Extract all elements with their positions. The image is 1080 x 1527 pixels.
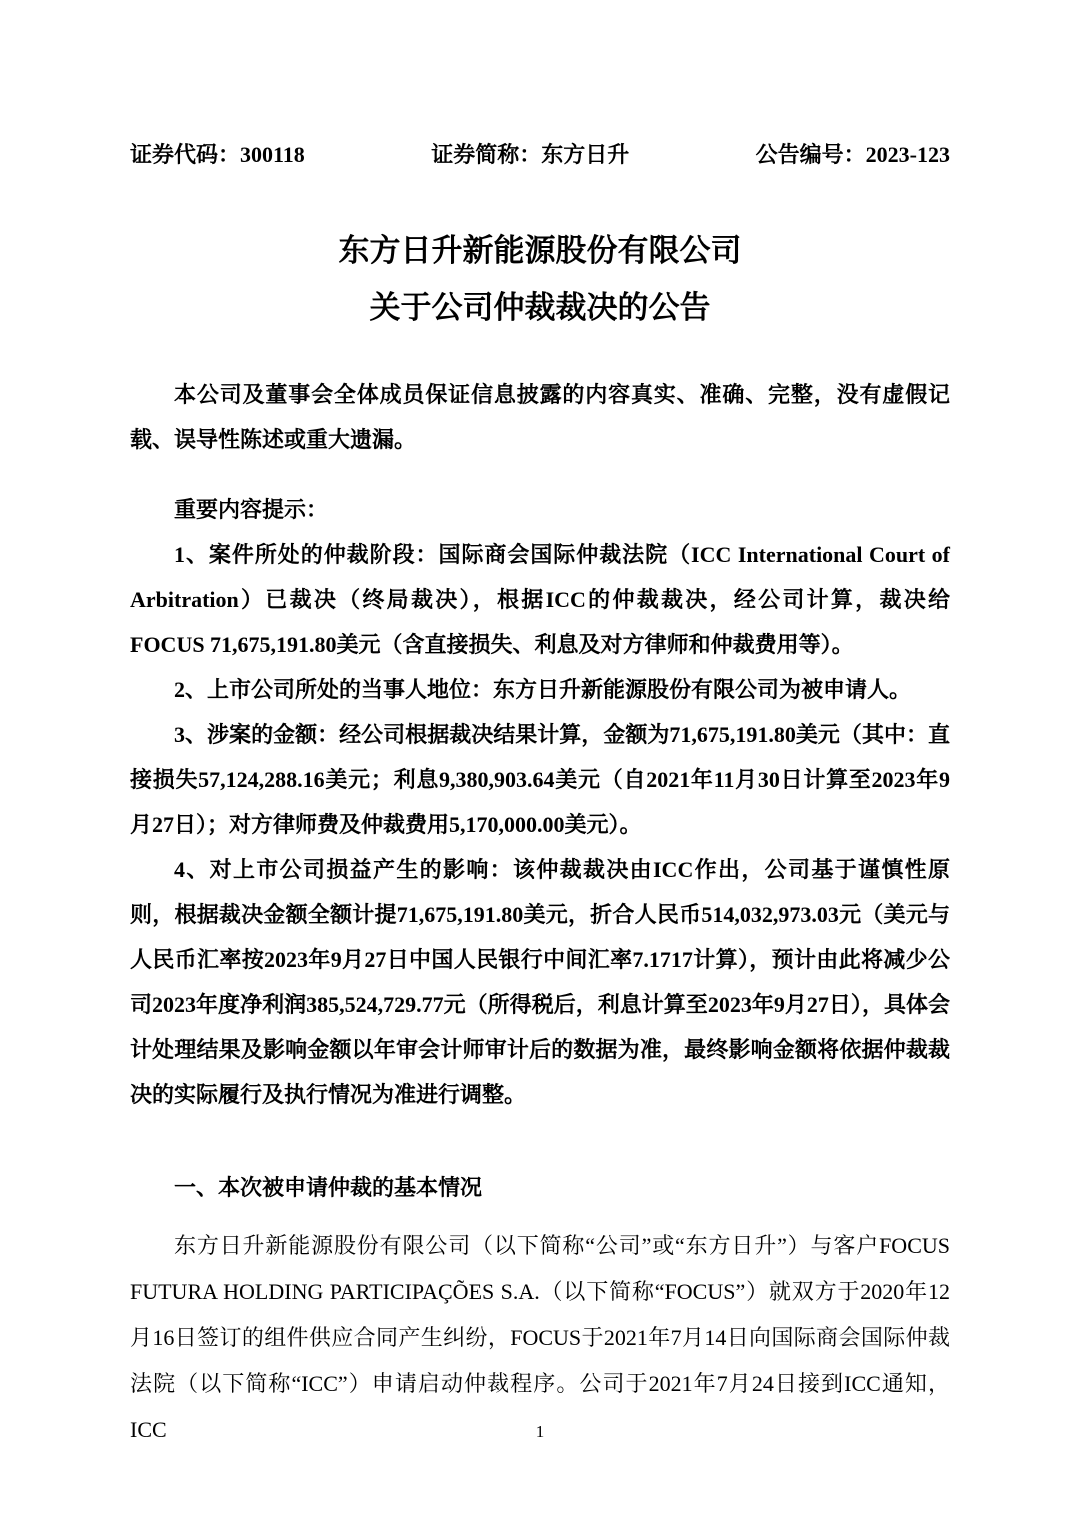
notice-item-party-status: 2、上市公司所处的当事人地位：东方日升新能源股份有限公司为被申请人。: [174, 677, 912, 702]
page-title: [130, 222, 950, 336]
stock-name: 证券简称：东方日升: [431, 142, 630, 167]
notice-item-impact: 4、对上市公司损益产生的影响：该仲裁裁决由ICC作出，公司基于谨慎性原则，根据裁决金额全额计提71,675,191.80美元，折合人民币514,032,973.03元（美元与人民币汇率按2023年9月27日中国人民银行中间汇率7.1717计算），预计由此将减少公司2023年度净利润385,524,729.77元（所得税后，利息计算至2023年9月27日），具体会计处理结果及影响金额以年审会计师审计后的数据为准，最终影响金额将依据仲裁裁决的实际履行及执行情况为准进行调整。: [130, 857, 950, 1107]
notice-heading: 重要内容提示：: [174, 497, 329, 522]
document-header: [130, 0, 950, 169]
section-heading: 一、本次被申请仲裁的基本情况: [174, 1175, 483, 1200]
stock-code: 证券代码：300118: [130, 142, 305, 167]
announcement-title: 关于公司仲裁裁决的公告: [369, 290, 711, 325]
company-name-title: 东方日升新能源股份有限公司: [338, 233, 742, 268]
page-number: 1: [535, 1422, 545, 1441]
notice-item-arbitration-stage: 1、案件所处的仲裁阶段：国际商会国际仲裁法院（ICC International Court of Arbitration）已裁决（终局裁决），根据ICC的仲裁裁决，经公司计算，裁决给FOCUS 71,675,191.80美元（含直接损失、利息及对方律师和仲裁费用等）。: [130, 542, 950, 657]
announcement-number: 公告编号：2023-123: [755, 142, 950, 167]
section-paragraph: 东方日升新能源股份有限公司（以下简称“公司”或“东方日升”）与客户FOCUS FUTURA HOLDING PARTICIPAÇÕES S.A.（以下简称“FOCUS”）就双方于2020年12月16日签订的组件供应合同产生纠纷，FOCUS于2021年7月14日向国际商会国际仲裁法院（以下简称“ICC”）申请启动仲裁程序。公司于2021年7月24日接到ICC通知，ICC: [130, 1233, 950, 1442]
disclaimer-paragraph: 本公司及董事会全体成员保证信息披露的内容真实、准确、完整，没有虚假记载、误导性陈述或重大遗漏。: [130, 382, 950, 452]
notice-item-amount: 3、涉案的金额：经公司根据裁决结果计算，金额为71,675,191.80美元（其中：直接损失57,124,288.16美元；利息9,380,903.64美元（自2021年11月30日计算至2023年9月27日）；对方律师费及仲裁费用5,170,000.00美元）。: [130, 722, 950, 837]
